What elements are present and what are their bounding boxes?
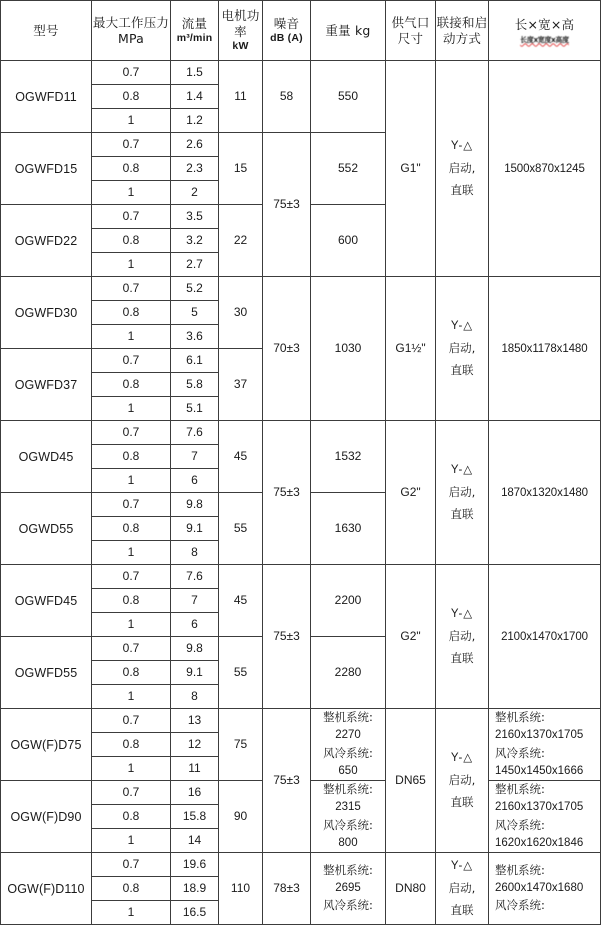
cell-power: 15 xyxy=(219,133,263,205)
cell-pressure: 0.7 xyxy=(92,133,171,157)
cell-pressure: 1 xyxy=(92,181,171,205)
header-power xyxy=(219,1,263,61)
cell-model: OGWFD30 xyxy=(1,277,92,349)
cell-flow: 2.7 xyxy=(171,253,219,277)
cell-pressure: 0.7 xyxy=(92,277,171,301)
cell-pressure: 0.8 xyxy=(92,157,171,181)
cell-pressure: 0.8 xyxy=(92,445,171,469)
cell-flow: 7.6 xyxy=(171,421,219,445)
cell-pressure: 0.7 xyxy=(92,493,171,517)
cell-connection-start: Y-△ 启动, 直联 xyxy=(436,421,489,565)
cell-pressure: 0.7 xyxy=(92,565,171,589)
cell-model: OGW(F)D90 xyxy=(1,781,92,853)
cell-pressure: 0.8 xyxy=(92,85,171,109)
cell-pressure: 0.8 xyxy=(92,589,171,613)
cell-model: OGWFD22 xyxy=(1,205,92,277)
cell-flow: 1.4 xyxy=(171,85,219,109)
cell-noise: 75±3 xyxy=(263,421,311,565)
cell-pressure: 1 xyxy=(92,757,171,781)
cell-noise: 75±3 xyxy=(263,133,311,277)
header-model-label: 型号 xyxy=(33,22,59,38)
cell-flow: 14 xyxy=(171,829,219,853)
cell-pressure: 0.8 xyxy=(92,733,171,757)
cell-dimension: 整机系统: 2160x1370x1705 风冷系统: 1450x1450x1666 xyxy=(489,709,601,781)
cell-pressure: 0.8 xyxy=(92,661,171,685)
cell-dimension: 整机系统: 2160x1370x1705 风冷系统: 1620x1620x1846 xyxy=(489,781,601,853)
header-connection-label: 联接和启动方式 xyxy=(436,14,488,46)
cell-flow: 13 xyxy=(171,709,219,733)
cell-pressure: 1 xyxy=(92,325,171,349)
cell-dimension: 1500x870x1245 xyxy=(489,61,601,277)
cell-pressure: 1 xyxy=(92,397,171,421)
header-power-label: 电机功率 xyxy=(221,7,260,39)
table-row xyxy=(1,709,601,733)
cell-connection-start: Y-△ 启动, 直联 xyxy=(436,853,489,925)
cell-dimension: 整机系统: 2600x1470x1680 风冷系统: xyxy=(489,853,601,925)
cell-pressure: 1 xyxy=(92,613,171,637)
table-row xyxy=(1,61,601,85)
cell-model: OGW(F)D75 xyxy=(1,709,92,781)
table-row xyxy=(1,853,601,877)
cell-flow: 5 xyxy=(171,301,219,325)
cell-power: 22 xyxy=(219,205,263,277)
header-dimension-sublabel: 长度x宽度x高度 xyxy=(520,35,569,44)
cell-weight: 552 xyxy=(311,133,386,205)
cell-flow: 2.6 xyxy=(171,133,219,157)
cell-power: 90 xyxy=(219,781,263,853)
cell-noise: 70±3 xyxy=(263,277,311,421)
cell-pressure: 0.7 xyxy=(92,781,171,805)
header-port-label: 供气口尺寸 xyxy=(391,14,430,46)
cell-model: OGWD55 xyxy=(1,493,92,565)
cell-noise: 75±3 xyxy=(263,709,311,853)
cell-port-size: G2" xyxy=(386,565,436,709)
cell-flow: 6 xyxy=(171,613,219,637)
header-weight-label: 重量 kg xyxy=(325,22,371,38)
cell-power: 30 xyxy=(219,277,263,349)
cell-power: 55 xyxy=(219,493,263,565)
cell-pressure: 1 xyxy=(92,829,171,853)
cell-flow: 3.6 xyxy=(171,325,219,349)
cell-port-size: G2" xyxy=(386,421,436,565)
cell-flow: 18.9 xyxy=(171,877,219,901)
cell-pressure: 0.8 xyxy=(92,373,171,397)
cell-flow: 1.5 xyxy=(171,61,219,85)
cell-connection-start: Y-△ 启动, 直联 xyxy=(436,61,489,277)
cell-weight: 600 xyxy=(311,205,386,277)
header-flow-label: 流量 xyxy=(181,15,208,31)
cell-pressure: 0.7 xyxy=(92,61,171,85)
cell-flow: 7 xyxy=(171,445,219,469)
cell-pressure: 0.8 xyxy=(92,229,171,253)
cell-pressure: 0.7 xyxy=(92,637,171,661)
cell-power: 37 xyxy=(219,349,263,421)
cell-connection-start: Y-△ 启动, 直联 xyxy=(436,709,489,853)
cell-pressure: 0.8 xyxy=(92,517,171,541)
header-dimension-label: 长×宽×高 xyxy=(514,16,575,32)
cell-power: 55 xyxy=(219,637,263,709)
cell-weight: 2280 xyxy=(311,637,386,709)
cell-flow: 8 xyxy=(171,541,219,565)
cell-flow: 3.5 xyxy=(171,205,219,229)
cell-weight: 550 xyxy=(311,61,386,133)
cell-pressure: 0.7 xyxy=(92,709,171,733)
cell-flow: 2.3 xyxy=(171,157,219,181)
header-noise-label: 噪音 xyxy=(273,15,300,31)
cell-pressure: 1 xyxy=(92,541,171,565)
cell-power: 75 xyxy=(219,709,263,781)
cell-weight: 整机系统: 2695 风冷系统: xyxy=(311,853,386,925)
cell-model: OGWFD15 xyxy=(1,133,92,205)
cell-dimension: 2100x1470x1700 xyxy=(489,565,601,709)
cell-model: OGWFD45 xyxy=(1,565,92,637)
cell-pressure: 1 xyxy=(92,109,171,133)
cell-model: OGWFD11 xyxy=(1,61,92,133)
table-body xyxy=(1,61,601,925)
cell-connection-start: Y-△ 启动, 直联 xyxy=(436,565,489,709)
cell-flow: 5.8 xyxy=(171,373,219,397)
cell-flow: 9.1 xyxy=(171,661,219,685)
cell-pressure: 1 xyxy=(92,469,171,493)
cell-power: 110 xyxy=(219,853,263,925)
cell-noise: 78±3 xyxy=(263,853,311,925)
cell-flow: 9.1 xyxy=(171,517,219,541)
header-dimension xyxy=(489,1,601,61)
cell-pressure: 0.8 xyxy=(92,805,171,829)
cell-port-size: DN65 xyxy=(386,709,436,853)
cell-flow: 16.5 xyxy=(171,901,219,925)
cell-model: OGWD45 xyxy=(1,421,92,493)
cell-pressure: 0.7 xyxy=(92,349,171,373)
header-connection xyxy=(436,1,489,61)
cell-flow: 11 xyxy=(171,757,219,781)
cell-flow: 12 xyxy=(171,733,219,757)
cell-flow: 5.1 xyxy=(171,397,219,421)
header-weight xyxy=(311,1,386,61)
cell-dimension: 1870x1320x1480 xyxy=(489,421,601,565)
cell-power: 11 xyxy=(219,61,263,133)
cell-pressure: 0.7 xyxy=(92,205,171,229)
header-pressure-label: 最大工作压力 xyxy=(92,14,170,30)
header-model xyxy=(1,1,92,61)
cell-flow: 5.2 xyxy=(171,277,219,301)
cell-model: OGWFD55 xyxy=(1,637,92,709)
cell-flow: 1.2 xyxy=(171,109,219,133)
cell-noise: 58 xyxy=(263,61,311,133)
cell-pressure: 1 xyxy=(92,685,171,709)
cell-pressure: 1 xyxy=(92,253,171,277)
cell-flow: 2 xyxy=(171,181,219,205)
cell-flow: 7.6 xyxy=(171,565,219,589)
cell-model: OGW(F)D110 xyxy=(1,853,92,925)
cell-weight: 1030 xyxy=(311,277,386,421)
header-pressure xyxy=(92,1,171,61)
cell-weight: 2200 xyxy=(311,565,386,637)
cell-flow: 9.8 xyxy=(171,637,219,661)
cell-noise: 75±3 xyxy=(263,565,311,709)
cell-pressure: 0.8 xyxy=(92,301,171,325)
cell-port-size: G1" xyxy=(386,61,436,277)
header-noise-unit: dB (A) xyxy=(270,31,303,44)
cell-pressure: 0.7 xyxy=(92,853,171,877)
table-header-row xyxy=(1,1,601,61)
header-pressure-unit: MPa xyxy=(117,30,145,46)
cell-pressure: 1 xyxy=(92,901,171,925)
cell-flow: 3.2 xyxy=(171,229,219,253)
cell-power: 45 xyxy=(219,421,263,493)
cell-flow: 16 xyxy=(171,781,219,805)
table-row xyxy=(1,421,601,445)
cell-power: 45 xyxy=(219,565,263,637)
cell-weight: 1532 xyxy=(311,421,386,493)
header-noise xyxy=(263,1,311,61)
cell-flow: 19.6 xyxy=(171,853,219,877)
header-power-unit: kW xyxy=(232,39,249,52)
cell-model: OGWFD37 xyxy=(1,349,92,421)
cell-pressure: 0.7 xyxy=(92,421,171,445)
cell-port-size: G1½" xyxy=(386,277,436,421)
cell-flow: 15.8 xyxy=(171,805,219,829)
header-flow xyxy=(171,1,219,61)
cell-weight: 整机系统: 2270 风冷系统: 650 xyxy=(311,709,386,781)
cell-flow: 6 xyxy=(171,469,219,493)
cell-flow: 8 xyxy=(171,685,219,709)
header-flow-unit: m³/min xyxy=(176,31,213,44)
cell-flow: 9.8 xyxy=(171,493,219,517)
header-port xyxy=(386,1,436,61)
cell-pressure: 0.8 xyxy=(92,877,171,901)
cell-weight: 整机系统: 2315 风冷系统: 800 xyxy=(311,781,386,853)
cell-dimension: 1850x1178x1480 xyxy=(489,277,601,421)
cell-port-size: DN80 xyxy=(386,853,436,925)
cell-flow: 7 xyxy=(171,589,219,613)
cell-weight: 1630 xyxy=(311,493,386,565)
cell-connection-start: Y-△ 启动, 直联 xyxy=(436,277,489,421)
table-row xyxy=(1,565,601,589)
table-row xyxy=(1,277,601,301)
cell-flow: 6.1 xyxy=(171,349,219,373)
